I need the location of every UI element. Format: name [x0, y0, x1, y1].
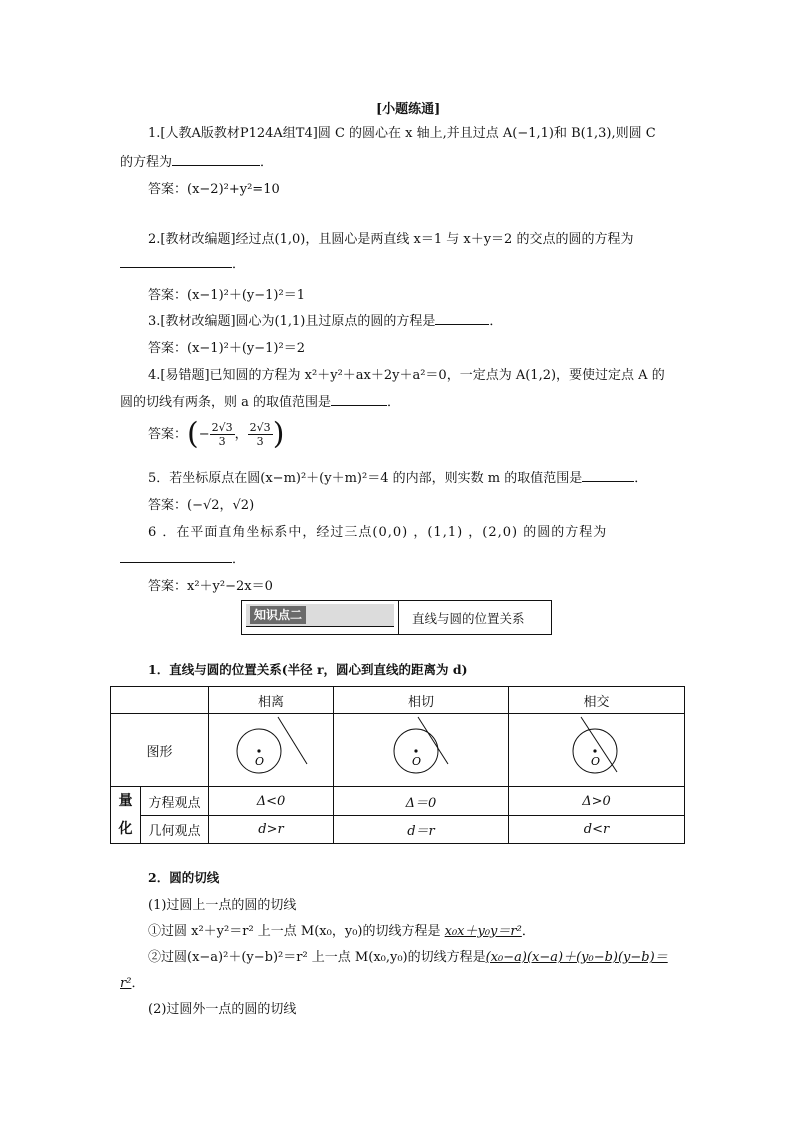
knowledge-point-divider — [398, 601, 399, 634]
figure-intersect-cell — [508, 714, 684, 787]
position-relation-table — [110, 686, 685, 844]
q1-line1: 1.[人教A版教材P124A组T4]圆 C 的圆心在 x 轴上,并且过点 A(−1,1)和 B(1,3),则圆 C — [148, 126, 656, 141]
table-header-separate: 相离 — [208, 687, 333, 714]
q4-answer: 答案：(− $\frac{2√3}{3}$ ， $\frac{2√3}{3}$ ) — [148, 416, 285, 452]
q3-blank — [435, 312, 489, 325]
center-label-separate: O — [254, 755, 265, 768]
figure-separate-cell — [208, 714, 333, 787]
q3-line1: 3.[教材改编题]圆心为(1,1)且过原点的圆的方程是 ． — [148, 314, 503, 329]
figure-tangent-cell — [333, 714, 508, 787]
knowledge-point-tag: 知识点二 — [250, 606, 306, 624]
center-dot-tangent — [414, 749, 417, 752]
q4-answer-right-fraction — [248, 421, 273, 448]
q3-answer: 答案：(x−1)²＋(y−1)²＝2 — [148, 341, 305, 356]
section2-item2-answer-end: r² — [120, 976, 132, 991]
center-dot-separate — [257, 749, 260, 752]
q1-line2-text: 的方程为 — [120, 155, 173, 170]
q1-line2: 的方程为 ． — [120, 155, 274, 170]
q1-answer: 答案：(x−2)²+y²=10 — [148, 182, 280, 197]
figure-separate — [209, 714, 333, 782]
section2-item1-text: ①过圆 x²＋y²＝r² 上一点 M(x₀，y₀)的切线方程是 — [148, 924, 441, 939]
eq-value-intersect: Δ>0 — [508, 787, 684, 816]
row-geometry-label: 几何观点 — [141, 816, 209, 844]
q4-answer-label: 答案： — [148, 427, 188, 442]
q4-line2: 圆的切线有两条，则 a 的取值范围是 ． — [120, 395, 401, 410]
table-header-tangent: 相切 — [333, 687, 508, 714]
q4-answer-left-den: 3 — [218, 435, 226, 448]
row-equation-label: 方程观点 — [141, 787, 209, 816]
q4-answer-lsign: − — [198, 427, 210, 442]
q4-answer-right-num: 2√3 — [249, 421, 271, 434]
section2-item1-answer: x₀x＋y₀y＝r² — [444, 924, 522, 939]
table-corner-cell — [111, 687, 209, 714]
eq-value-separate: Δ<0 — [208, 787, 333, 816]
q4-answer-sep: ， — [234, 427, 248, 442]
section-header: [小题练通] — [376, 102, 441, 117]
q2-answer: 答案：(x−1)²＋(y−1)²＝1 — [148, 288, 305, 303]
figure-label: 图形 — [111, 714, 209, 787]
q4-line1: 4.[易错题]已知圆的方程为 x²＋y²＋ax＋2y＋a²＝0，一定点为 A(1,2)，要使过定点 A 的 — [148, 368, 665, 383]
q4-answer-left-fraction — [210, 421, 235, 448]
q4-line2-text: 圆的切线有两条，则 a 的取值范围是 — [120, 395, 332, 410]
quantify-label — [111, 787, 141, 844]
table-header-intersect: 相交 — [508, 687, 684, 714]
line-separate — [278, 717, 307, 764]
q6-line1: 6 ．在平面直角坐标系中，经过三点(0,0) ，(1,1) ，(2,0) 的圆的方程为 — [148, 525, 608, 540]
q5-line1-text: 5．若坐标原点在圆(x−m)²＋(y＋m)²＝4 的内部，则实数 m 的取值范围是 — [148, 471, 583, 486]
center-dot-intersect — [593, 749, 596, 752]
q4-blank — [331, 393, 387, 406]
section2-item2-text: ②过圆(x−a)²＋(y−b)²＝r² 上一点 M(x₀,y₀)的切线方程是 — [148, 950, 486, 965]
q1-blank — [172, 153, 260, 166]
figure-intersect — [509, 714, 684, 782]
q5-blank — [582, 469, 634, 482]
quantify-label-2: 化 — [118, 821, 133, 837]
geo-value-tangent: d＝r — [333, 816, 508, 844]
geo-value-intersect: d<r — [508, 816, 684, 844]
section2-item2-answer: (x₀−a)(x−a)＋(y₀−b)(y−b)＝ — [485, 950, 668, 965]
q5-line1: 5．若坐标原点在圆(x−m)²＋(y＋m)²＝4 的内部，则实数 m 的取值范围是 ． — [148, 471, 648, 486]
section1-title: 1．直线与圆的位置关系(半径 r，圆心到直线的距离为 d) — [148, 662, 468, 677]
center-label-tangent: O — [411, 755, 422, 768]
figure-tangent — [334, 714, 508, 782]
knowledge-point-title: 直线与圆的位置关系 — [412, 611, 525, 626]
section2-item2-cont: r²． — [120, 976, 145, 991]
section2-item2 — [148, 946, 668, 965]
q2-line1: 2.[教材改编题]经过点(1,0)，且圆心是两直线 x＝1 与 x＋y＝2 的交点的圆的方程为 — [148, 232, 634, 247]
q3-line1-text: 3.[教材改编题]圆心为(1,1)且过原点的圆的方程是 — [148, 314, 436, 329]
q4-answer-left-num: 2√3 — [211, 421, 233, 434]
q4-answer-right-den: 3 — [256, 435, 264, 448]
center-label-intersect: O — [590, 755, 601, 768]
knowledge-point-tag-bar — [246, 604, 394, 627]
knowledge-point-box — [241, 600, 552, 635]
section2-sub1: (1)过圆上一点的圆的切线 — [148, 898, 297, 913]
section2-sub2: (2)过圆外一点的圆的切线 — [148, 1002, 297, 1017]
section2-title: 2．圆的切线 — [148, 870, 220, 885]
section2-item1: ①过圆 x²＋y²＝r² 上一点 M(x₀，y₀)的切线方程是 x₀x＋y₀y＝r²． — [148, 924, 535, 939]
quantify-label-1: 量 — [118, 793, 133, 809]
q5-answer: 答案：(−√2，√2) — [148, 498, 255, 513]
line-tangent — [418, 717, 448, 764]
q6-line2: ． — [120, 548, 245, 567]
q6-answer: 答案：x²＋y²−2x＝0 — [148, 579, 273, 594]
geo-value-separate: d>r — [208, 816, 333, 844]
q2-blank — [120, 255, 232, 268]
q2-line2: ． — [120, 253, 245, 272]
q6-blank — [120, 550, 232, 563]
eq-value-tangent: Δ＝0 — [333, 787, 508, 816]
